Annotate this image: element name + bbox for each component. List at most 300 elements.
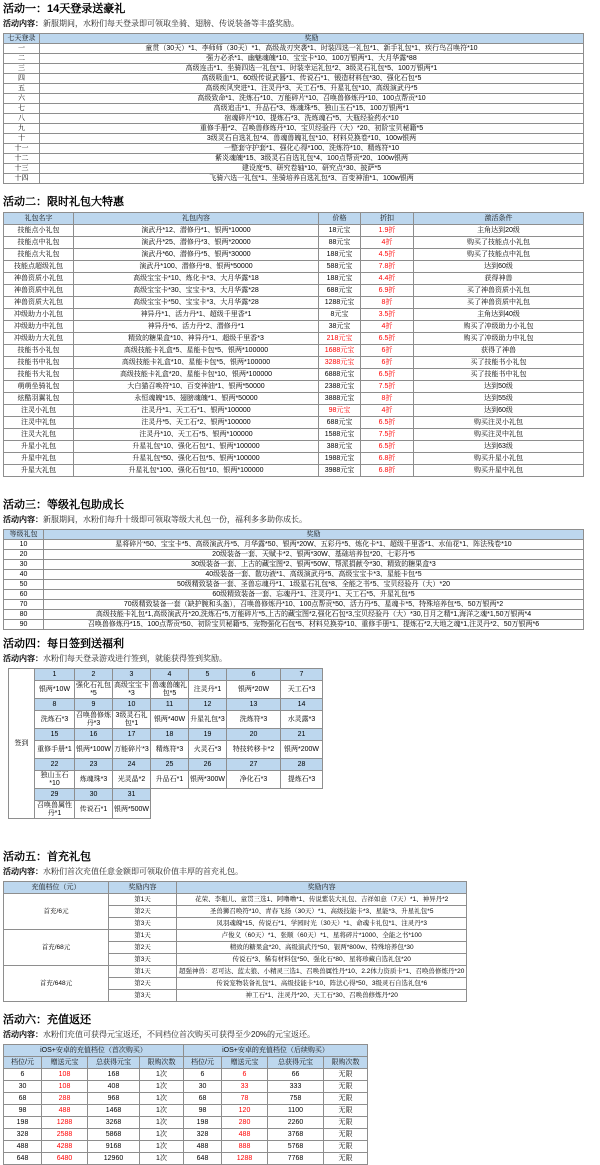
cell: 30: [4, 560, 44, 570]
table-row: [4, 144, 584, 154]
cell: 78: [222, 1093, 268, 1105]
header-cell: 七天登录: [4, 34, 40, 44]
cell: 3988元宝: [319, 465, 361, 477]
activity-6-title: 活动六：充值返还: [3, 1014, 91, 1026]
recharge-return-table: [3, 1044, 368, 1165]
table-row: [4, 333, 584, 345]
cell: 4折: [361, 405, 414, 417]
cell: 280: [222, 1117, 268, 1129]
cell: 神异丹*1、活力丹*1、超级千里香*1: [74, 309, 319, 321]
cell: 8元宝: [319, 309, 361, 321]
cell: 十三: [4, 164, 40, 174]
table-row: [4, 465, 584, 477]
cell: 三: [4, 64, 40, 74]
cell: 升星小礼包: [4, 441, 74, 453]
cell: 九: [4, 124, 40, 134]
table-row: [9, 699, 323, 711]
cell: 第1天: [109, 966, 177, 978]
cell: 408: [88, 1081, 140, 1093]
cell: 无限: [324, 1093, 368, 1105]
cell: 银两*40W: [151, 711, 189, 729]
cell: 第1天: [109, 894, 177, 906]
cell: 108: [42, 1081, 88, 1093]
cell: 注灵大礼包: [4, 429, 74, 441]
cell: 第1天: [109, 930, 177, 942]
cell: 18: [151, 729, 189, 741]
cell: 68: [184, 1093, 222, 1105]
cell: 独山玉石*10: [35, 771, 75, 789]
cell: 注灵丹*5、天工石*2、银两*100000: [74, 417, 319, 429]
table-row: [4, 54, 584, 64]
cell: 7.5折: [361, 381, 414, 393]
table-row: [4, 590, 584, 600]
cell: 4.4折: [361, 273, 414, 285]
table-row: [4, 1153, 368, 1165]
header-cell: 限购次数: [324, 1057, 368, 1069]
cell: 1次: [140, 1093, 184, 1105]
activity-5-title: 活动五：首充礼包: [3, 851, 91, 863]
cell: 传说宠物装备礼包*1、高级技能卡*10、阵法心得*50、3级灵石自选礼包*6: [177, 978, 467, 990]
cell: 第2天: [109, 906, 177, 918]
header-cell: 奖励: [44, 530, 584, 540]
cell: 1288: [42, 1117, 88, 1129]
cell: 648: [184, 1153, 222, 1165]
cell: 买了技能书中礼包: [414, 369, 584, 381]
cell: 40: [4, 570, 44, 580]
header-cell: 档位/元: [4, 1057, 42, 1069]
cell: 第3天: [109, 990, 177, 1002]
activity-3-title: 活动三：等级礼包助成长: [3, 499, 124, 511]
table-row: [4, 453, 584, 465]
table-row: [4, 570, 584, 580]
cell: 七: [4, 104, 40, 114]
cell: 888: [222, 1141, 268, 1153]
table-row: [4, 164, 584, 174]
table-row: [4, 417, 584, 429]
header-cell: 激活条件: [414, 213, 584, 225]
cell: 328: [4, 1129, 42, 1141]
table-row: [4, 285, 584, 297]
cell: 40级装备一套、散功液*1、高级演武丹*5、高级宝宝卡*3、星能卡包*5: [44, 570, 584, 580]
cell: 188元宝: [319, 273, 361, 285]
activity-6-description: [3, 1030, 600, 1040]
cell: 30: [184, 1081, 222, 1093]
cell: 精致的糖果盒*10、神异丹*1、超级千里香*3: [74, 333, 319, 345]
cell: 高级技能卡礼包*1,高级演武丹*20,洗炼石*5,万能碎片*5,上古的藏宝图*2,强化石包*3,宝贝经验丹（大）*30,日月之精*1,海洋之魂*1,50万银两*4: [44, 610, 584, 620]
description-text: 新服期间，水粉们每升十级即可领取等级大礼包一份，福利多多助你成长。: [43, 515, 307, 524]
description-label: 活动内容：: [3, 1030, 43, 1039]
cell: 12960: [88, 1153, 140, 1165]
cell: 升品石*1: [151, 771, 189, 789]
table-row: [4, 273, 584, 285]
table-row: [4, 882, 467, 894]
cell: 1次: [140, 1117, 184, 1129]
cell: 4.5折: [361, 249, 414, 261]
section-activity-4: [3, 638, 600, 819]
table-row: [4, 550, 584, 560]
cell: 洗炼符*3: [227, 711, 281, 729]
table-row: [4, 74, 584, 84]
cell: 升星礼包*100、强化石包*10、银两*100000: [74, 465, 319, 477]
login-rewards-table: [3, 33, 584, 184]
cell: 第3天: [109, 954, 177, 966]
table-row: [4, 321, 584, 333]
cell: 购买了冲级助力中礼包: [414, 333, 584, 345]
table-row: [4, 1069, 368, 1081]
cell: 33: [222, 1081, 268, 1093]
header-cell: 奖励内容: [177, 882, 467, 894]
table-row: [4, 429, 584, 441]
cell: 银两*500W: [113, 801, 151, 819]
cell: 达到55级: [414, 393, 584, 405]
table-row: [4, 894, 467, 906]
header-cell: 奖励: [40, 34, 584, 44]
activity-1-title: 活动一：14天登录送豪礼: [3, 3, 126, 15]
cell: 1.9折: [361, 225, 414, 237]
cell: 六: [4, 94, 40, 104]
cell: 高级宝宝卡*30、宝宝卡*3、大月华露*28: [74, 285, 319, 297]
cell: 1次: [140, 1069, 184, 1081]
cell: 14: [281, 699, 323, 711]
header-cell: 限购次数: [140, 1057, 184, 1069]
description-label: 活动内容：: [3, 867, 43, 876]
cell: 达到60级: [414, 261, 584, 273]
cell: 20级装备一套、天赋卡*2、银两*30W、基础培养包*20、七彩丹*5: [44, 550, 584, 560]
description-text: 水粉们充值可获得元宝返还，不同档位首次购买可获得至少20%的元宝返还。: [43, 1030, 316, 1039]
cell: 购买升星小礼包: [414, 453, 584, 465]
cell: 50: [4, 580, 44, 590]
cell: 30级装备一套、上古的藏宝图*2、银两*50W、帮派捐献令*30、精致的糖果盒*3: [44, 560, 584, 570]
cell: 2388元宝: [319, 381, 361, 393]
table-row: [4, 405, 584, 417]
cell: 1688元宝: [319, 345, 361, 357]
cell: 技能书大礼包: [4, 369, 74, 381]
cell: 288: [42, 1093, 88, 1105]
cell: 333: [268, 1081, 324, 1093]
cell: 高级技能卡礼盒*5、星能卡包*5、银两*100000: [74, 345, 319, 357]
activity-4-title: 活动四：每日签到送福利: [3, 638, 124, 650]
cell: 注灵中礼包: [4, 417, 74, 429]
cell: 召唤兽修炼丹*15、100点帮贡*50、初阶宝贝秘籍*5、宠物强化石包*5、材料兑换券*10、重修手册*1、提炼石*2,大地之魂*1,注灵丹*2、50万银两*6: [44, 620, 584, 630]
tier-label: 首充/648元: [4, 966, 109, 1002]
cell: 3888元宝: [319, 393, 361, 405]
cell: 升星大礼包: [4, 465, 74, 477]
cell: 高级吸血*1、60级传说武器*1、传说石*1、锻造材料包*30、强化石包*5: [40, 74, 584, 84]
cell: 高级技能卡礼盒*20、星能卡包*10、银两*100000: [74, 369, 319, 381]
cell: 10: [4, 540, 44, 550]
cell: 万能碎片*3: [113, 741, 151, 759]
cell: 68: [4, 1093, 42, 1105]
table-row: [4, 610, 584, 620]
cell: 60级精致装备一套、忘魂丹*1、注灵丹*1、天工石*5、升星礼包*5: [44, 590, 584, 600]
table-row: [4, 213, 584, 225]
cell: 90: [4, 620, 44, 630]
cell: 无限: [324, 1069, 368, 1081]
cell: 升星礼包*50、强化石包*5、银两*100000: [74, 453, 319, 465]
table-row: [4, 64, 584, 74]
cell: 98: [4, 1105, 42, 1117]
cell: 11: [151, 699, 189, 711]
table-row: [4, 1081, 368, 1093]
cell: 18元宝: [319, 225, 361, 237]
cell: 强化石礼包*5: [76, 681, 111, 697]
table-row: [4, 345, 584, 357]
cell: 7768: [268, 1153, 324, 1165]
cell: 演武丹*12、潜修丹*1、银两*10000: [74, 225, 319, 237]
cell: 8折: [361, 297, 414, 309]
cell: 488: [4, 1141, 42, 1153]
table-row: [9, 789, 323, 801]
cell: 光灵晶*2: [113, 771, 151, 789]
cell: 飞骑六选一礼包*1、坐骑培养自选礼包*3、百变神油*1、100w银两: [40, 174, 584, 184]
cell: 6折: [361, 345, 414, 357]
cell: 20: [227, 729, 281, 741]
cell: 注灵丹*1、天工石*1、银两*100000: [74, 405, 319, 417]
table-row: [4, 309, 584, 321]
cell: 488: [222, 1129, 268, 1141]
cell: 银两*20W: [227, 681, 281, 699]
cell: 70: [4, 600, 44, 610]
cell: 388元宝: [319, 441, 361, 453]
cell: 1次: [140, 1105, 184, 1117]
cell: 无限: [324, 1117, 368, 1129]
cell: 968: [88, 1093, 140, 1105]
cell: 6.5折: [361, 369, 414, 381]
cell: 22: [35, 759, 75, 771]
table-row: [9, 669, 323, 681]
cell: 神异丹*6、活力丹*2、潜修丹*1: [74, 321, 319, 333]
cell: 技能点超级礼包: [4, 261, 74, 273]
table-row: [9, 801, 323, 819]
cell: 7: [281, 669, 323, 681]
cell: 2588: [42, 1129, 88, 1141]
cell: 传说石*3、稀有材料包*50、强化石*80、星将珍藏自选礼包*20: [177, 954, 467, 966]
cell: 升星礼包*3: [189, 711, 227, 729]
cell: 6: [227, 669, 281, 681]
cell: 十: [4, 134, 40, 144]
table-row: [4, 530, 584, 540]
cell: 6480: [42, 1153, 88, 1165]
table-row: [4, 1117, 368, 1129]
table-row: [4, 1045, 368, 1057]
table-row: [4, 225, 584, 237]
cell: 注灵小礼包: [4, 405, 74, 417]
cell: 24: [113, 759, 151, 771]
cell: 198: [184, 1117, 222, 1129]
table-row: [4, 34, 584, 44]
header-cell: 等级礼包: [4, 530, 44, 540]
cell: 9: [75, 699, 113, 711]
cell: 购买了技能点中礼包: [414, 249, 584, 261]
cell: 80: [4, 610, 44, 620]
cell: 25: [151, 759, 189, 771]
cell: 五: [4, 84, 40, 94]
cell: 8折: [361, 393, 414, 405]
table-row: [4, 94, 584, 104]
cell: 银两*200W: [281, 741, 323, 759]
tier-label: 首充/6元: [4, 894, 109, 930]
cell: 水灵露*3: [281, 711, 323, 729]
cell: 31: [113, 789, 151, 801]
table-row: [9, 771, 323, 789]
cell: 神工石*1、注灵丹*20、天工石*30、召唤兽修炼丹*20: [177, 990, 467, 1002]
cell: 达到63级: [414, 441, 584, 453]
cell: 技能点中礼包: [4, 237, 74, 249]
cell: 二: [4, 54, 40, 64]
cell: 重修手册*1: [35, 741, 75, 759]
cell: 50级精致装备一套、圣兽忘魂丹*1、1级星石礼包*8、全能之书*5、宝贝经验丹（大）*20: [44, 580, 584, 590]
cell: 注灵丹*1: [189, 681, 227, 699]
cell: 无限: [324, 1105, 368, 1117]
table-row: [4, 104, 584, 114]
table-row: [4, 580, 584, 590]
cell: 5768: [268, 1141, 324, 1153]
description-label: 活动内容：: [3, 654, 43, 663]
signin-calendar-table: [8, 668, 323, 819]
table-row: [4, 357, 584, 369]
cell: 八: [4, 114, 40, 124]
cell: 15: [35, 729, 75, 741]
table-row: [9, 729, 323, 741]
cell: 获得了神兽: [414, 345, 584, 357]
cell: 银两*100W: [75, 741, 113, 759]
cell: 四: [4, 74, 40, 84]
table-row: [4, 1105, 368, 1117]
cell: 38元宝: [319, 321, 361, 333]
cell: 328: [184, 1129, 222, 1141]
cell: 高级致命*1、洗炼石*10、万能碎片*10、召唤兽修炼丹*10、100点帮贡*10: [40, 94, 584, 104]
signin-label: 签到: [9, 669, 35, 819]
table-row: [4, 297, 584, 309]
cell: 6.5折: [361, 333, 414, 345]
table-row: [4, 124, 584, 134]
table-row: [4, 237, 584, 249]
cell: 7.5折: [361, 429, 414, 441]
cell: 冲级助力小礼包: [4, 309, 74, 321]
cell: 买了技能书小礼包: [414, 357, 584, 369]
cell: 技能点大礼包: [4, 249, 74, 261]
cell: 神兽资质中礼包: [4, 285, 74, 297]
cell: 4288: [42, 1141, 88, 1153]
header-cell: 充值档位（元）: [4, 882, 109, 894]
header-cell: 礼包内容: [74, 213, 319, 225]
cell: 无限: [324, 1141, 368, 1153]
table-row: [4, 84, 584, 94]
cell: 超强神兽：忍可达、蓝太狼、小精灵三选1、召唤兽属性丹*10、2.2体力资质卡*1、召唤兽修炼丹*20: [177, 966, 467, 978]
cell: 演武丹*25、潜修丹*3、银两*20000: [74, 237, 319, 249]
description-text: 水粉们每天登录游戏进行签到，就能获得签到奖励。: [43, 654, 227, 663]
table-row: [4, 1057, 368, 1069]
cell: 无限: [324, 1129, 368, 1141]
cell: 凤羽魂魄*15、传说石*1、学园时光（30天）*1、命魂卡礼包*1、注灵丹*3: [177, 918, 467, 930]
cell: 1100: [268, 1105, 324, 1117]
cell: 1次: [140, 1129, 184, 1141]
table-row: [9, 741, 323, 759]
cell: 炫酷羽翼礼包: [4, 393, 74, 405]
cell: 达到60级: [414, 405, 584, 417]
cell: 19: [189, 729, 227, 741]
cell: 净化石*3: [227, 771, 281, 789]
cell: 3级灵石礼包*1: [113, 711, 151, 729]
header-cell: 总获得元宝: [268, 1057, 324, 1069]
cell: 1次: [140, 1141, 184, 1153]
section-activity-5: [3, 851, 600, 1002]
cell: 买了神兽资质小礼包: [414, 285, 584, 297]
cell: 购买了冲级助力小礼包: [414, 321, 584, 333]
cell: 3288元宝: [319, 357, 361, 369]
cell: 5868: [88, 1129, 140, 1141]
cell: 3级灵石自选礼包*4、兽魂兽魄礼包*10、材料兑换卷*10、100w银两: [40, 134, 584, 144]
cell: 建设度*5、研究卷轴*10、研究点*30、披萨*5: [40, 164, 584, 174]
table-row: [4, 930, 467, 942]
cell: 召唤兽修炼丹*3: [76, 711, 111, 727]
limited-packs-table: [3, 212, 584, 477]
cell: 3.5折: [361, 309, 414, 321]
cell: 演武丹*100、潜修丹*8、银两*50000: [74, 261, 319, 273]
header-cell: 折扣: [361, 213, 414, 225]
activity-5-description: [3, 867, 600, 877]
cell: 精致的糖果盒*20、高级演武丹*50、银两*800w、特殊培养包*30: [177, 942, 467, 954]
cell: 168: [88, 1069, 140, 1081]
cell: 218元宝: [319, 333, 361, 345]
cell: 兽魂兽魄礼包*5: [152, 681, 187, 697]
cell: 十二: [4, 154, 40, 164]
cell: 10: [113, 699, 151, 711]
cell: 6: [184, 1069, 222, 1081]
cell: 7.8折: [361, 261, 414, 273]
cell: 6.9折: [361, 285, 414, 297]
activity-3-description: [3, 515, 600, 525]
cell: 星将碎片*50、宝宝卡*5、高级演武丹*5、月华露*50、银两*20W、五彩丹*5、炼化卡*1、超级千里香*1、水仙花*1、阵法残卷*10: [44, 540, 584, 550]
table-row: [4, 381, 584, 393]
cell: 4折: [361, 237, 414, 249]
cell: 758: [268, 1093, 324, 1105]
cell: 紫炎魂魄*15、3级灵石自选礼包*4、100点帮贡*20、100w银两: [40, 154, 584, 164]
cell: 70级精致装备一套（缺护腕和头盔），召唤兽修炼丹*10、100点帮贡*50、活力丹*5、星魂卡*5、特殊培养包*5、50万银两*2: [44, 600, 584, 610]
table-row: [4, 369, 584, 381]
description-text: 水粉们首次充值任意金额即可领取价值丰厚的首充礼包。: [43, 867, 243, 876]
cell: 神兽资质大礼包: [4, 297, 74, 309]
cell: 无限: [324, 1153, 368, 1165]
cell: 120: [222, 1105, 268, 1117]
header-cell: 赠送元宝: [222, 1057, 268, 1069]
level-packs-table: [3, 529, 584, 630]
cell: 21: [281, 729, 323, 741]
cell: 3268: [88, 1117, 140, 1129]
table-row: [4, 620, 584, 630]
tier-label: 首充/68元: [4, 930, 109, 966]
cell: 高级疾风突进*1、注灵丹*3、天工石*5、升星礼包*10、高级演武丹*5: [40, 84, 584, 94]
section-activity-6: [3, 1014, 600, 1165]
cell: 演武丹*60、潜修丹*5、银两*30000: [74, 249, 319, 261]
section-activity-3: [3, 499, 600, 630]
header-cell: 价格: [319, 213, 361, 225]
table-row: [4, 44, 584, 54]
cell: 3768: [268, 1129, 324, 1141]
cell: 13: [227, 699, 281, 711]
cell: 188元宝: [319, 249, 361, 261]
cell: 十一: [4, 144, 40, 154]
cell: 一整套守护套*1、强化心得*100、洗炼符*10、精炼符*10: [40, 144, 584, 154]
cell: 28: [281, 759, 323, 771]
section-activity-1: [3, 3, 600, 184]
cell: 6.5折: [361, 417, 414, 429]
cell: 60: [4, 590, 44, 600]
cell: 30: [75, 789, 113, 801]
cell: 银两*300W: [189, 771, 227, 789]
cell: 银两*10W: [35, 681, 75, 699]
header-cell: 礼包名字: [4, 213, 74, 225]
